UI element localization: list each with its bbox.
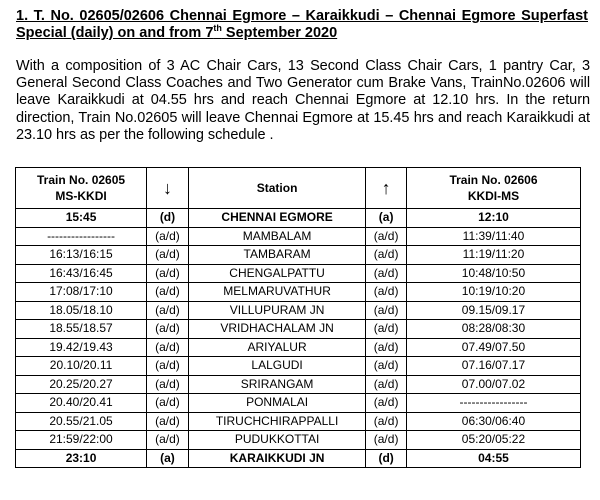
up-time-cell: 11:19/11:20 <box>406 246 580 265</box>
schedule-table-body <box>16 168 581 468</box>
table-row <box>16 375 581 394</box>
down-time-cell: ----------------- <box>16 227 147 246</box>
down-time-cell: 16:13/16:15 <box>16 246 147 265</box>
composition-paragraph: With a composition of 3 AC Chair Cars, 13 Second Class Chair Cars, 1 pantry Car, 3 General Second Class Coaches and Two Generator cum Brake Vans, TrainNo.02606 will leave Karaikkudi at 04.55 hrs and reach Chennai Egmore at 12.10 hrs. In the return direction, Train No.02605 will leave Chennai Egmore at 15.45 hrs and reach Karaikkudi at 23.10 hrs as per the following schedule . <box>16 58 590 143</box>
station-cell: VRIDHACHALAM JN <box>188 320 365 339</box>
down-time-cell: 23:10 <box>16 449 147 468</box>
header-station: Station <box>188 168 365 209</box>
down-ad-cell: (a/d) <box>147 227 189 246</box>
up-ad-cell: (a/d) <box>366 375 407 394</box>
down-time-cell: 21:59/22:00 <box>16 431 147 450</box>
header-left-line2: MS-KKDI <box>55 189 107 203</box>
up-ad-cell: (a/d) <box>366 431 407 450</box>
station-cell: MELMARUVATHUR <box>188 283 365 302</box>
up-time-cell: 05:20/05:22 <box>406 431 580 450</box>
down-ad-cell: (a/d) <box>147 431 189 450</box>
up-time-cell: 09.15/09.17 <box>406 301 580 320</box>
down-ad-cell: (a/d) <box>147 412 189 431</box>
up-ad-cell: (a/d) <box>366 394 407 413</box>
up-ad-cell: (a/d) <box>366 283 407 302</box>
up-ad-cell: (d) <box>366 449 407 468</box>
table-row <box>16 449 581 468</box>
down-time-cell: 18.05/18.10 <box>16 301 147 320</box>
down-ad-cell: (a/d) <box>147 375 189 394</box>
up-ad-cell: (a) <box>366 209 407 228</box>
station-cell: ARIYALUR <box>188 338 365 357</box>
down-time-cell: 20.55/21.05 <box>16 412 147 431</box>
up-ad-cell: (a/d) <box>366 357 407 376</box>
header-train-02606 <box>406 168 580 209</box>
heading-superscript: th <box>213 23 222 34</box>
down-ad-cell: (a/d) <box>147 246 189 265</box>
up-time-cell: 10:19/10:20 <box>406 283 580 302</box>
down-arrow-icon: ↓ <box>162 177 172 198</box>
down-ad-cell: (a/d) <box>147 301 189 320</box>
down-time-cell: 16:43/16:45 <box>16 264 147 283</box>
up-ad-cell: (a/d) <box>366 246 407 265</box>
station-cell: LALGUDI <box>188 357 365 376</box>
header-up-arrow-cell <box>366 168 407 209</box>
up-time-cell: 07.00/07.02 <box>406 375 580 394</box>
header-row <box>16 168 581 209</box>
down-time-cell: 20.10/20.11 <box>16 357 147 376</box>
table-row <box>16 320 581 339</box>
up-time-cell: ----------------- <box>406 394 580 413</box>
station-cell: KARAIKKUDI JN <box>188 449 365 468</box>
heading-tail: September 2020 <box>221 25 338 41</box>
table-row <box>16 412 581 431</box>
station-cell: SRIRANGAM <box>188 375 365 394</box>
station-cell: VILLUPURAM JN <box>188 301 365 320</box>
schedule-table <box>15 167 581 468</box>
table-row <box>16 301 581 320</box>
up-time-cell: 11:39/11:40 <box>406 227 580 246</box>
header-train-02605 <box>16 168 147 209</box>
heading-main: 1. T. No. 02605/02606 Chennai Egmore – Karaikkudi – Chennai Egmore Superfast Special (daily) on and from 7 <box>16 8 588 41</box>
down-ad-cell: (a/d) <box>147 320 189 339</box>
up-time-cell: 04:55 <box>406 449 580 468</box>
station-cell: TAMBARAM <box>188 246 365 265</box>
down-ad-cell: (a/d) <box>147 357 189 376</box>
down-ad-cell: (a/d) <box>147 283 189 302</box>
table-row <box>16 394 581 413</box>
table-row <box>16 338 581 357</box>
up-time-cell: 12:10 <box>406 209 580 228</box>
down-ad-cell: (d) <box>147 209 189 228</box>
down-ad-cell: (a) <box>147 449 189 468</box>
down-time-cell: 19.42/19.43 <box>16 338 147 357</box>
down-time-cell: 20.40/20.41 <box>16 394 147 413</box>
up-ad-cell: (a/d) <box>366 264 407 283</box>
table-row <box>16 264 581 283</box>
station-cell: PONMALAI <box>188 394 365 413</box>
table-row <box>16 431 581 450</box>
down-ad-cell: (a/d) <box>147 338 189 357</box>
header-right-line2: KKDI-MS <box>467 189 520 203</box>
down-time-cell: 15:45 <box>16 209 147 228</box>
up-time-cell: 07.49/07.50 <box>406 338 580 357</box>
table-row <box>16 283 581 302</box>
up-time-cell: 10:48/10:50 <box>406 264 580 283</box>
down-ad-cell: (a/d) <box>147 264 189 283</box>
up-ad-cell: (a/d) <box>366 301 407 320</box>
up-time-cell: 06:30/06:40 <box>406 412 580 431</box>
station-cell: CHENGALPATTU <box>188 264 365 283</box>
notice-heading <box>16 8 588 42</box>
up-ad-cell: (a/d) <box>366 227 407 246</box>
table-row <box>16 209 581 228</box>
up-time-cell: 08:28/08:30 <box>406 320 580 339</box>
table-row <box>16 227 581 246</box>
up-time-cell: 07.16/07.17 <box>406 357 580 376</box>
down-time-cell: 20.25/20.27 <box>16 375 147 394</box>
header-left-line1: Train No. 02605 <box>37 173 126 187</box>
down-time-cell: 18.55/18.57 <box>16 320 147 339</box>
station-cell: PUDUKKOTTAI <box>188 431 365 450</box>
up-arrow-icon: ↑ <box>381 177 391 198</box>
table-row <box>16 357 581 376</box>
station-cell: MAMBALAM <box>188 227 365 246</box>
down-ad-cell: (a/d) <box>147 394 189 413</box>
header-right-line1: Train No. 02606 <box>449 173 538 187</box>
up-ad-cell: (a/d) <box>366 338 407 357</box>
header-down-arrow-cell <box>147 168 189 209</box>
down-time-cell: 17:08/17:10 <box>16 283 147 302</box>
table-row <box>16 246 581 265</box>
up-ad-cell: (a/d) <box>366 412 407 431</box>
station-cell: CHENNAI EGMORE <box>188 209 365 228</box>
up-ad-cell: (a/d) <box>366 320 407 339</box>
station-cell: TIRUCHCHIRAPPALLI <box>188 412 365 431</box>
